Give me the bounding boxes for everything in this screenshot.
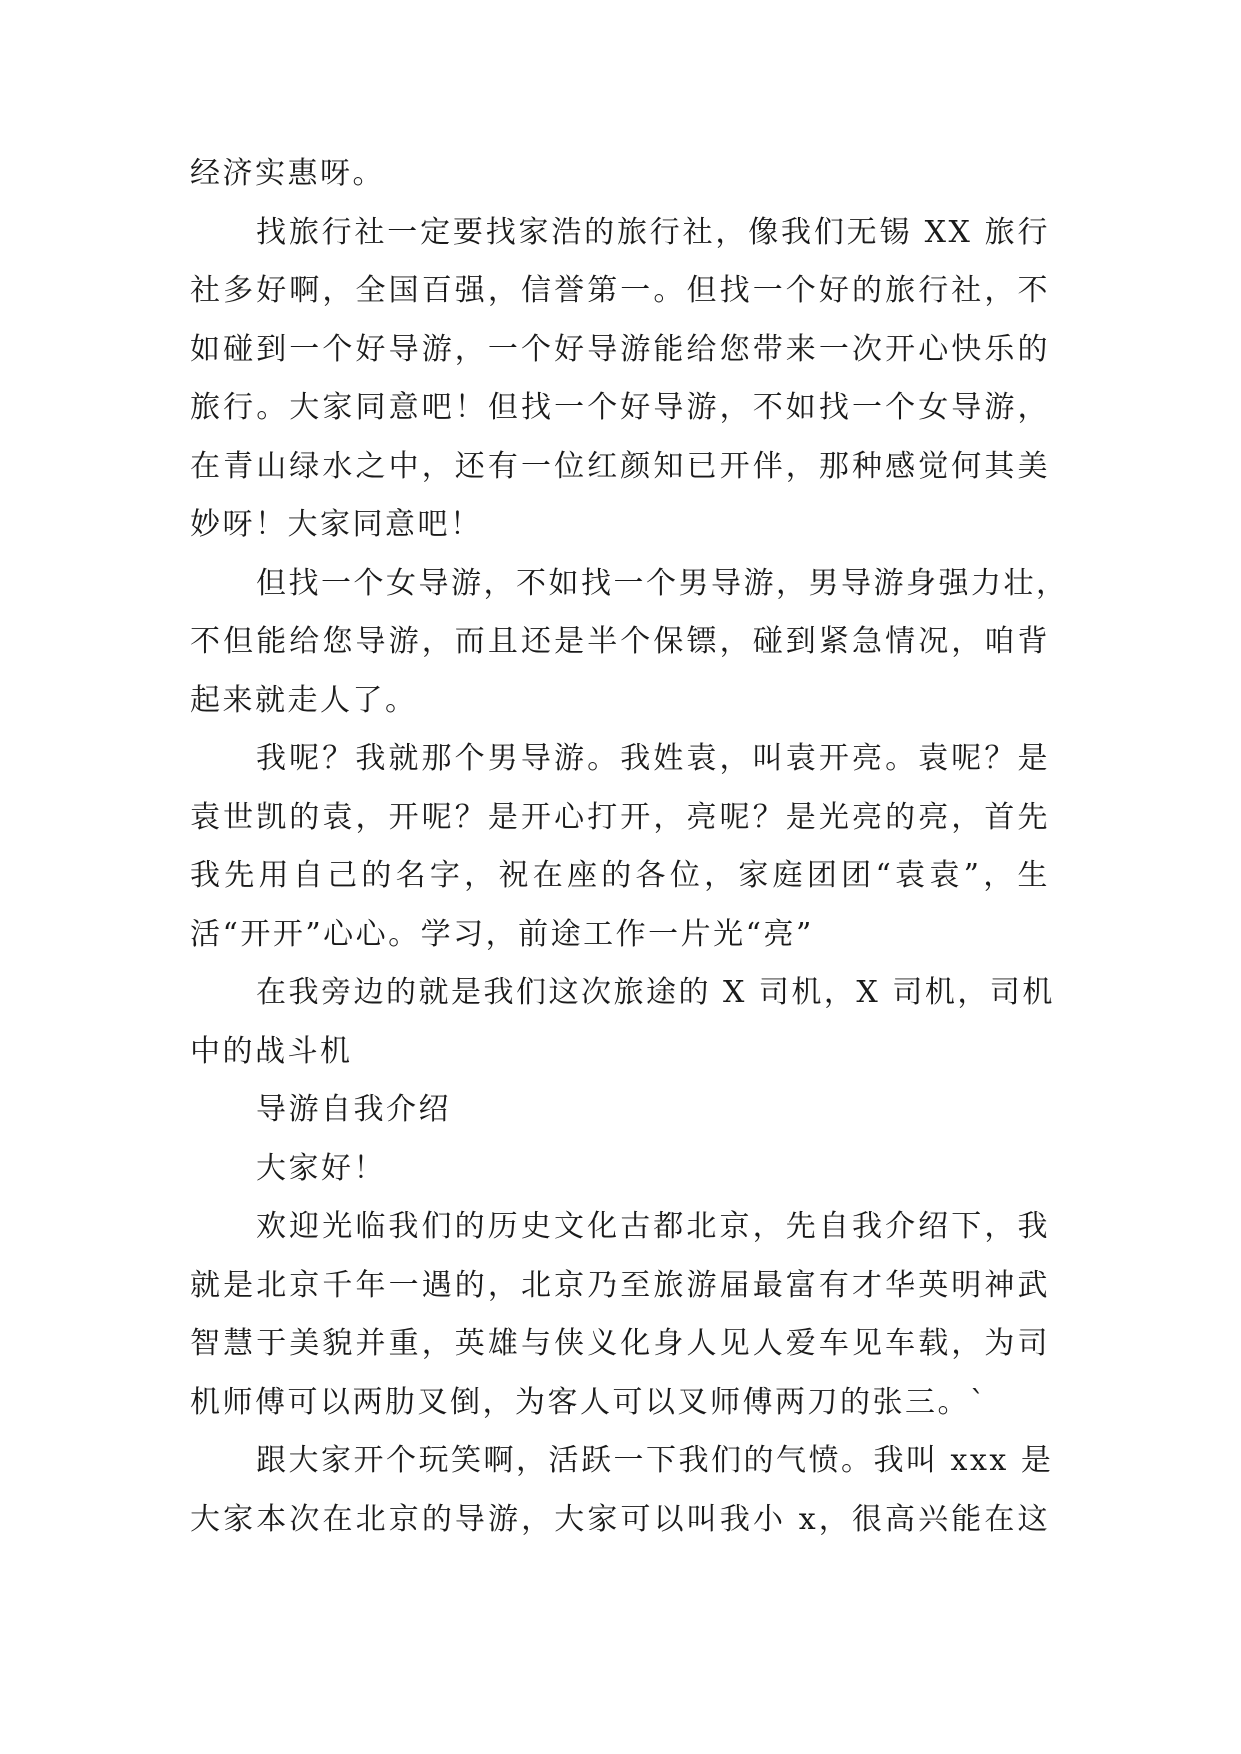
paragraph-3 bbox=[190, 555, 1069, 731]
text-line: 智慧于美貌并重，英雄与侠义化身人见人爱车见车载，为司 bbox=[190, 1326, 1050, 1361]
text-line: 在青山绿水之中，还有一位红颜知已开伴，那种感觉何其美 bbox=[190, 448, 1050, 484]
text-line: 但找一个女导游，不如找一个男导游，男导游身强力壮， bbox=[256, 565, 1069, 601]
text-line: 找旅行社一定要找家浩的旅行社，像我们无锡 XX 旅行 bbox=[256, 214, 1050, 250]
text-line: 中的战斗机 bbox=[190, 1033, 353, 1069]
text-line: 我呢？我就那个男导游。我姓袁，叫袁开亮。袁呢？是 bbox=[256, 741, 1050, 776]
text-line: 经济实惠呀。 bbox=[190, 156, 385, 191]
heading-line: 导游自我介绍 bbox=[256, 1092, 451, 1127]
text-line: 欢迎光临我们的历史文化古都北京，先自我介绍下，我 bbox=[256, 1209, 1050, 1244]
paragraph-1 bbox=[190, 145, 1050, 204]
paragraph-4 bbox=[190, 730, 1050, 964]
text-line: 大家好！ bbox=[256, 1150, 386, 1186]
text-line: 大家本次在北京的导游，大家可以叫我小 x，很高兴能在这 bbox=[190, 1501, 1050, 1537]
paragraph-9 bbox=[190, 1432, 1054, 1549]
text-line: 就是北京千年一遇的，北京乃至旅游届最富有才华英明神武 bbox=[190, 1267, 1050, 1303]
section-heading bbox=[190, 1081, 1050, 1140]
text-line: 社多好啊，全国百强，信誉第一。但找一个好的旅行社，不 bbox=[190, 273, 1050, 308]
text-line: 如碰到一个好导游，一个好导游能给您带来一次开心快乐的 bbox=[190, 331, 1050, 367]
text-line: 起来就走人了。 bbox=[190, 682, 418, 718]
paragraph-2 bbox=[190, 204, 1050, 555]
body-text bbox=[190, 145, 1069, 1549]
text-line: 不但能给您导游，而且还是半个保镖，碰到紧急情况，咱背 bbox=[190, 624, 1050, 659]
text-line: 在我旁边的就是我们这次旅途的 X 司机，X 司机，司机 bbox=[256, 975, 1055, 1010]
text-line: 我先用自己的名字，祝在座的各位，家庭团团“袁袁”，生 bbox=[190, 858, 1050, 893]
text-line: 跟大家开个玩笑啊，活跃一下我们的气愤。我叫 xxx 是 bbox=[256, 1443, 1054, 1478]
paragraph-5 bbox=[190, 964, 1055, 1081]
text-line: 机师傅可以两肋叉倒，为客人可以叉师傅两刀的张三。` bbox=[190, 1384, 988, 1420]
text-line: 活“开开”心心。学习，前途工作一片光“亮” bbox=[190, 916, 814, 952]
paragraph-8 bbox=[190, 1198, 1050, 1432]
text-line: 妙呀！大家同意吧！ bbox=[190, 507, 483, 542]
greeting bbox=[190, 1140, 1050, 1199]
text-line: 袁世凯的袁，开呢？是开心打开，亮呢？是光亮的亮，首先 bbox=[190, 799, 1050, 835]
text-line: 旅行。大家同意吧！但找一个好导游，不如找一个女导游， bbox=[190, 390, 1050, 425]
